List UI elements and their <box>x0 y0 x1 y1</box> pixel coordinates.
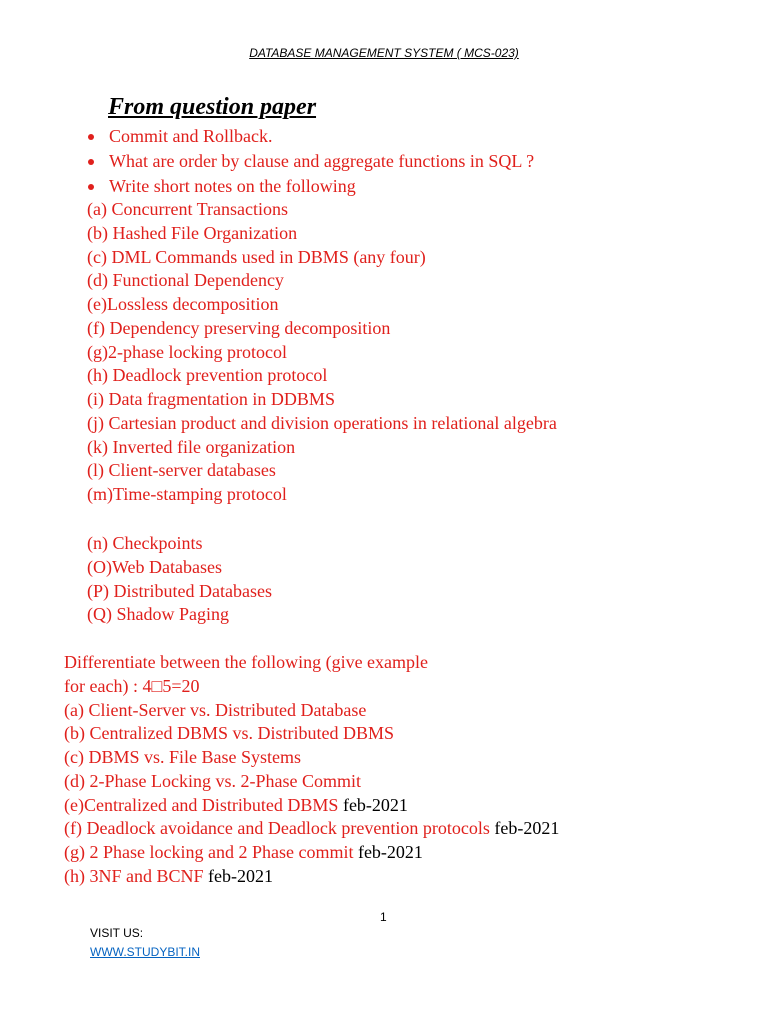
differentiate-text: (c) DBMS vs. File Base Systems <box>64 747 302 767</box>
differentiate-item <box>64 770 559 794</box>
short-note-item: (n) Checkpoints <box>87 533 203 553</box>
differentiate-intro-line: for each) : 4□5=20 <box>64 675 200 696</box>
differentiate-text: (a) Client-Server vs. Distributed Database <box>64 699 367 720</box>
differentiate-item <box>64 722 559 746</box>
short-note-item: (b) Hashed File Organization <box>87 222 298 243</box>
section-heading: From question paper <box>108 94 317 120</box>
bullet-item: Write short notes on the following <box>88 174 534 199</box>
short-note-item: (e)Lossless decomposition <box>87 294 279 314</box>
short-note-item: (a) Concurrent Transactions <box>87 199 288 219</box>
differentiate-list <box>64 699 559 889</box>
short-note-item: (P) Distributed Databases <box>87 580 272 601</box>
short-note-item: (l) Client-server databases <box>87 460 276 481</box>
differentiate-text: (f) Deadlock avoidance and Deadlock prevention protocols <box>64 818 490 839</box>
short-notes-list <box>87 198 557 507</box>
website-link[interactable]: WWW.STUDYBIT.IN <box>90 945 200 959</box>
bullet-item: Commit and Rollback. <box>88 124 534 149</box>
document-header: DATABASE MANAGEMENT SYSTEM ( MCS-023) <box>249 46 519 60</box>
differentiate-item <box>64 841 559 865</box>
differentiate-text: (g) 2 Phase locking and 2 Phase commit <box>64 842 354 862</box>
short-note-item: (Q) Shadow Paging <box>87 604 229 625</box>
short-note-item: (O)Web Databases <box>87 556 222 577</box>
differentiate-section <box>64 651 559 889</box>
differentiate-intro-line: Differentiate between the following (give example <box>64 652 429 672</box>
short-note-item: (m)Time-stamping protocol <box>87 484 287 504</box>
differentiate-text: (h) 3NF and BCNF <box>64 865 204 886</box>
bullet-list <box>88 124 534 199</box>
differentiate-text: (e)Centralized and Distributed DBMS <box>64 794 339 815</box>
exam-date: feb-2021 <box>342 794 408 815</box>
differentiate-item <box>64 794 559 818</box>
short-note-item: (d) Functional Dependency <box>87 270 284 291</box>
short-note-item: (g)2-phase locking protocol <box>87 341 287 362</box>
bullet-item: What are order by clause and aggregate functions in SQL ? <box>88 149 534 174</box>
short-note-item: (i) Data fragmentation in DDBMS <box>87 389 335 409</box>
short-notes-list-continued <box>87 532 272 627</box>
differentiate-item <box>64 817 559 841</box>
exam-date: feb-2021 <box>357 842 423 862</box>
visit-label: VISIT US: <box>90 926 144 940</box>
differentiate-item <box>64 746 559 770</box>
short-note-item: (j) Cartesian product and division operations in relational algebra <box>87 412 557 433</box>
exam-date: feb-2021 <box>208 865 273 886</box>
differentiate-item <box>64 699 559 723</box>
short-note-item: (c) DML Commands used in DBMS (any four) <box>87 246 426 267</box>
differentiate-item <box>64 865 559 889</box>
exam-date: feb-2021 <box>494 818 560 839</box>
short-note-item: (f) Dependency preserving decomposition <box>87 317 391 338</box>
page-number: 1 <box>380 910 387 924</box>
short-note-item: (k) Inverted file organization <box>87 436 296 457</box>
differentiate-text: (b) Centralized DBMS vs. Distributed DBMS <box>64 723 394 744</box>
differentiate-text: (d) 2-Phase Locking vs. 2-Phase Commit <box>64 770 361 791</box>
short-note-item: (h) Deadlock prevention protocol <box>87 365 328 386</box>
